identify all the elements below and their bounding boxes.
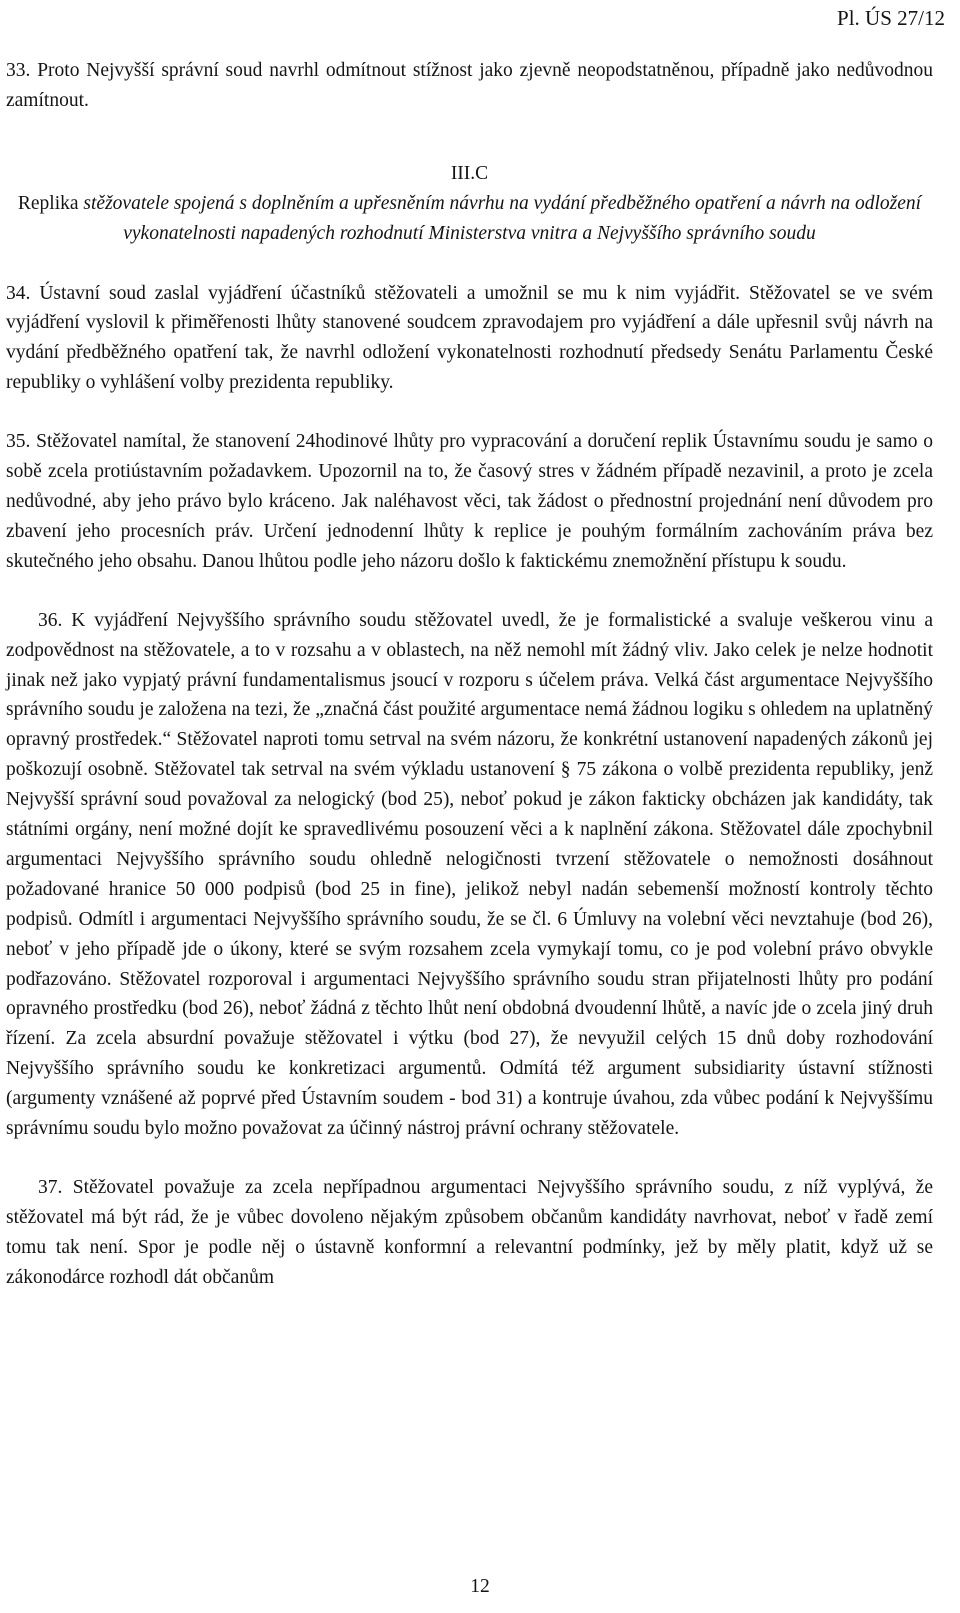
paragraph-35: 35. Stěžovatel namítal, že stanovení 24hodinové lhůty pro vypracování a doručení replik Ústavnímu soudu je samo o sobě zcela protiústavním požadavkem. Upozornil na to, že časový stres v žádném případě nezavinil, a proto je zcela nedůvodné, aby jeho právo bylo kráceno. Jak naléhavost věci, tak žádost o přednostní projednání není důvodem pro zbavení jeho procesních práv. Určení jednodenní lhůty k replice je pouhým formálním zachováním práva bez skutečného jeho obsahu. Danou lhůtou podle jeho názoru došlo k faktickému znemožnění přístupu k soudu. bbox=[6, 431, 933, 572]
page-number: 12 bbox=[470, 1576, 490, 1597]
paragraph-34: 34. Ústavní soud zaslal vyjádření účastníků stěžovateli a umožnil se mu k nim vyjádřit. Stěžovatel se ve svém vyjádření vyslovil k přiměřenosti lhůty stanovené soudcem zpravodajem pro vyjádření a dále upřesnil svůj návrh na vydání předběžného opatření tak, že navrhl odložení vykonatelnosti rozhodnutí předsedy Senátu Parlamentu České republiky o vyhlášení volby prezidenta republiky. bbox=[6, 282, 933, 394]
section-title-prefix: Replika bbox=[17, 192, 79, 214]
case-number-header: Pl. ÚS 27/12 bbox=[837, 6, 945, 30]
section-title-italic: stěžovatele spojená s doplněním a upřesněním návrhu na vydání předběžného opatření a návrh na odložení vykonatelnosti napadených rozhodnutí Ministerstva vnitra a Nejvyššího správního soudu bbox=[83, 192, 922, 244]
paragraph-33: 33. Proto Nejvyšší správní soud navrhl odmítnout stížnost jako zjevně neopodstatněnou, případně jako nedůvodnou zamítnout. bbox=[6, 60, 933, 111]
paragraph-37: 37. Stěžovatel považuje za zcela nepřípadnou argumentaci Nejvyššího správního soudu, z níž vyplývá, že stěžovatel má být rád, že je vůbec dovoleno nějakým způsobem občanům kandidáty navrhovat, neboť v řadě zemí tomu tak není. Spor je podle něj o ústavně konformní a relevantní podmínky, jež by měly platit, když už se zákonodárce rozhodl dát občanům bbox=[6, 1177, 933, 1288]
paragraph-36: 36. K vyjádření Nejvyššího správního soudu stěžovatel uvedl, že je formalistické a svaluje veškerou vinu a zodpovědnost na stěžovatele, a to v rozsahu a v oblastech, na něž nemohl mít žádný vliv. Jako celek je nelze hodnotit jinak než jako vypjatý právní fundamentalismus jsoucí v rozporu s účelem práva. Velká část argumentace Nejvyššího správního soudu je založena na tezi, že „značná část použité argumentace nemá žádnou logiku s ohledem na uplatněný opravný prostředek.“ Stěžovatel naproti tomu setrval na svém názoru, že konkrétní ustanovení napadených zákonů jej poškozují osobně. Stěžovatel tak setrval na svém výkladu ustanovení § 75 zákona o volbě prezidenta republiky, jenž Nejvyšší správní soud považoval za nelogický (bod 25), neboť pokud je zákon fakticky obcházen jak kandidáty, tak státními orgány, není možné dojít ke spravedlivému posouzení věci a k naplnění zákona. Stěžovatel dále zpochybnil argumentaci Nejvyššího správního soudu ohledně nelogičnosti tvrzení stěžovatele o nemožnosti dosáhnout požadované hranice 50 000 podpisů (bod 25 in fine), jelikož nebyl nadán sebemenší možností kontroly těchto podpisů. Odmítl i argumentaci Nejvyššího správního soudu, že se čl. 6 Úmluvy na volební věci nevztahuje (bod 26), neboť v jeho případě jde o úkony, které se svým rozsahem zcela vymykají tomu, co je pod volební právo obvykle podřazováno. Stěžovatel rozporoval i argumentaci Nejvyššího správního soudu stran přijatelnosti lhůty pro podání opravného prostředku (bod 26), neboť žádná z těchto lhůt není obdobná dvoudenní lhůtě, a navíc jde o zcela jiný druh řízení. Za zcela absurdní považuje stěžovatel i výtku (bod 27), že nevyužil celých 15 dnů doby rozhodování Nejvyššího správního soudu ke konkretizaci argumentů. Odmítá též argument subsidiarity ústavní stížnosti (argumenty vznášené až poprvé před Ústavním soudem - bod 31) a kontruje úvahou, zda vůbec podání k Nejvyššímu správnímu soudu bylo možno považovat za účinný nástroj právní ochrany stěžovatele. bbox=[6, 609, 933, 1140]
document-body bbox=[6, 56, 933, 1293]
section-title bbox=[6, 189, 933, 249]
section-number: III.C bbox=[450, 162, 489, 184]
section-heading bbox=[6, 159, 933, 249]
